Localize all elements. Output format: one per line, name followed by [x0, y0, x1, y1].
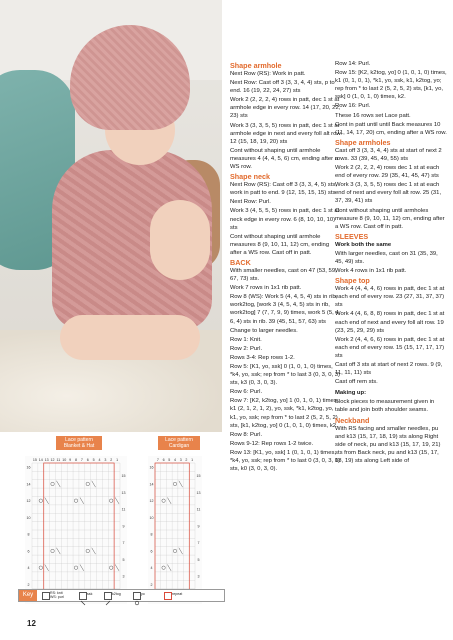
text-column-right — [335, 60, 447, 465]
chart-title-blanket-hat: Lace pattern Blanket & Hat — [56, 436, 102, 450]
yo-symbol — [86, 482, 90, 486]
chart-col-number: 5 — [168, 458, 171, 462]
chart-col-number: 1 — [116, 458, 119, 462]
instruction-paragraph: With smaller needles, cast on 47 (53, 59, 67, 73) sts. — [230, 267, 337, 283]
instruction-paragraph: Next Row: Cast off 3 (3, 3, 4, 4) sts, p to end. 16 (19, 22, 24, 27) sts — [230, 80, 335, 95]
instruction-paragraph: Row 6: Purl. — [230, 389, 263, 396]
instruction-paragraph: Cont without shaping until armhole measures 4 (4, 4, 5, 6) cm, ending after a WS row. — [230, 147, 339, 171]
chart-blanket-hat — [25, 456, 127, 604]
ssk-symbol — [92, 548, 96, 554]
ssk-symbol — [115, 498, 119, 504]
instruction-paragraph: Work 2 (2, 2, 2, 4) rows dec 1 st at each end of every row. 29 (35, 41, 45, 47) sts — [335, 165, 440, 180]
chart-row-number: 10 — [26, 515, 31, 520]
key-item-knit-purl: RS: knit WS: purl — [50, 591, 64, 599]
instruction-paragraph: Row 5: [K1, yo, ssk] 0 (1, 0, 1, 0) times, *k4, yo, ssk; rep from * to last 3 (0, 3, 0, 3) sts, k3 (0, 3, 0, 3). — [230, 364, 341, 387]
instruction-paragraph: Next Row (RS): Work in patt. — [230, 71, 306, 77]
ssk-symbol — [80, 498, 84, 504]
instruction-paragraph: Work 3 (3, 3, 5, 5) rows dec 1 st at each end of next and every foll alt row. 25 (31, 37, 39, 41) sts — [335, 182, 442, 205]
instruction-paragraph: Rows 3-4: Rep rows 1-2. — [230, 354, 295, 361]
instruction-paragraph: Cast off rem sts. — [335, 379, 378, 386]
instruction-paragraph: Next Row: Purl. — [230, 199, 271, 206]
yo-symbol — [74, 499, 78, 503]
chart-row-number: 2 — [27, 582, 30, 587]
instruction-paragraph: Cont without shaping until armholes measure 8 (9, 10, 11, 12) cm, ending after a WS row. Cast off in patt. — [335, 207, 445, 230]
instruction-paragraph: Row 2: Purl. — [230, 345, 263, 352]
chart-row-number: 12 — [149, 499, 154, 504]
ssk-symbol — [115, 565, 119, 571]
chart-col-number: 10 — [62, 458, 67, 462]
instruction-paragraph: Cont in patt until until Back measures 10 (11, 14, 17, 20) cm, ending after a WS row. — [335, 121, 447, 136]
chart-row-number: 9 — [197, 524, 200, 529]
chart-cardigan — [148, 456, 202, 604]
chart-row-number: 15 — [121, 474, 126, 479]
section-heading: Shape neck — [230, 172, 270, 182]
chart-row-number: 8 — [150, 532, 153, 537]
chart-col-number: 6 — [162, 458, 165, 462]
text-column-left — [230, 60, 342, 473]
ssk-symbol — [167, 565, 171, 571]
chart-row-number: 13 — [121, 490, 126, 495]
chart-col-number: 7 — [80, 458, 83, 462]
chart-row-number: 11 — [196, 507, 201, 512]
ssk-symbol — [179, 548, 183, 554]
chart-row-number: 10 — [149, 515, 154, 520]
chart-row-number: 13 — [196, 490, 201, 495]
yo-symbol — [162, 499, 165, 502]
chart-row-number: 16 — [26, 465, 31, 470]
instruction-paragraph: Next Row (RS): Cast off 3 (3, 3, 4, 5) sts, work in patt to end. 9 (12, 15, 15, 15) sts — [230, 182, 337, 197]
instruction-paragraph: Work 3 (4, 5, 5, 5) rows in patt, dec 1 st at neck edge in every row. 6 (8, 10, 10, 10) sts — [230, 208, 340, 231]
chart-row-number: 6 — [27, 549, 30, 554]
yo-symbol — [51, 482, 55, 486]
chart-row-number: 11 — [121, 507, 126, 512]
yo-symbol — [39, 566, 43, 570]
chart-grid-cardigan — [148, 456, 202, 604]
chart-col-number: 4 — [174, 458, 176, 462]
yo-symbol — [51, 549, 55, 553]
yo-symbol — [86, 549, 90, 553]
chart-col-number: 11 — [56, 458, 61, 462]
yo-symbol — [109, 499, 113, 503]
chart-col-number: 4 — [98, 458, 101, 462]
baby-photo — [0, 0, 222, 432]
repeat-icon — [164, 592, 172, 600]
key-item-ssk: ssk — [87, 592, 93, 596]
chart-row-number: 4 — [27, 566, 30, 571]
ssk-symbol — [80, 565, 84, 571]
chart-col-number: 12 — [50, 458, 55, 462]
chart-row-number: 6 — [150, 549, 153, 554]
key-item-yo: yo — [141, 592, 145, 596]
yo-symbol — [39, 499, 43, 503]
instruction-paragraph: Work 4 rows in 1x1 rib patt. — [335, 268, 407, 275]
yo-symbol — [109, 566, 113, 570]
instruction-paragraph: Cast off 3 (3, 3, 4, 4) sts at start of next 2 rows. 33 (39, 45, 49, 55) sts — [335, 147, 442, 162]
photo-legs — [60, 315, 200, 360]
chart-col-number: 7 — [156, 458, 159, 462]
chart-row-number: 9 — [122, 524, 125, 529]
chart-col-number: 14 — [38, 458, 43, 462]
instruction-paragraph: Work 4 (4, 6, 8, 8) rows in patt, dec 1 st at each end of next and every foll alt row. 19 (23, 25, 29, 29) sts — [335, 311, 445, 334]
ssk-icon — [79, 592, 87, 600]
instruction-paragraph: Work 2 (2, 2, 2, 4) rows in patt, dec 1 st at armhole edge in every row. 14 (17, 20, 22, 23) sts — [230, 97, 341, 120]
ssk-symbol — [167, 498, 171, 504]
instruction-paragraph: With larger needles, cast on 31 (35, 39, 45, 49) sts. — [335, 250, 438, 265]
instruction-paragraph: Row 1: Knit. — [230, 336, 262, 343]
instruction-paragraph: Work 7 rows in 1x1 rib patt. — [230, 285, 302, 292]
instruction-paragraph: Row 16: Purl. — [335, 103, 371, 110]
chart-row-number: 15 — [196, 474, 201, 479]
ssk-symbol — [92, 481, 96, 487]
page-number: 12 — [27, 619, 36, 628]
chart-col-number: 15 — [32, 458, 37, 462]
chart-row-number: 14 — [149, 482, 154, 487]
chart-row-number: 4 — [150, 566, 153, 571]
chart-col-number: 6 — [86, 458, 89, 462]
instruction-paragraph: Work 4 (4, 4, 4, 6) rows in patt, dec 1 st at each end of every row. 23 (27, 31, 37, 37) sts — [335, 286, 445, 309]
ssk-symbol — [179, 481, 183, 487]
section-heading: SLEEVES — [335, 231, 369, 241]
chart-row-number: 14 — [26, 482, 31, 487]
subheading: Work both the same — [335, 241, 392, 248]
chart-col-number: 2 — [185, 458, 188, 462]
chart-row-number: 5 — [122, 557, 125, 562]
chart-title-cardigan: Lace pattern Cardigan — [158, 436, 200, 450]
instruction-paragraph: With RS facing and smaller needles, pu and k13 (15, 17, 18, 19) sts along Right side of neck, pu and k13 (15, 17, 19, 21) sts from Back neck, pu and k13 (15, 17, 18, 19) sts along Left side of — [335, 425, 441, 464]
key-item-k2tog: k2tog — [112, 592, 121, 596]
yo-symbol — [74, 566, 78, 570]
instruction-paragraph: Row 7: [K2, k2tog, yo] 1 (0, 1, 0, 1) times, k1 (2, 1, 2, 1, 2), yo, ssk, *k1, k2tog, yo, k1, yo, ssk; rep from * to last 2 (5, 2, 5, 2) sts, [k1, k2tog, yo] 0 (1, 0, 1, 0) times, k2. — [230, 398, 339, 429]
k2tog-icon — [104, 592, 112, 600]
yo-symbol — [173, 482, 176, 485]
chart-row-number: 5 — [197, 557, 200, 562]
key-item-repeat: repeat — [172, 592, 183, 596]
chart-col-number: 13 — [44, 458, 49, 462]
ssk-symbol — [45, 565, 49, 571]
section-heading: Shape top — [335, 276, 370, 286]
instruction-paragraph: Row 13: [K1, yo, ssk] 1 (0, 1, 0, 1) times, *k4, yo, ssk; rep from * to last 0 (3, 0, 3, 0) sts, k0 (3, 0, 3, 0). — [230, 449, 341, 473]
section-heading: BACK — [230, 257, 251, 267]
instruction-paragraph: Cast off 3 sts at start of next 2 rows. 9 (9, 11, 11, 11) sts — [335, 362, 443, 377]
chart-key — [18, 589, 225, 602]
ssk-symbol — [56, 481, 60, 487]
section-heading: Neckband — [335, 415, 370, 425]
instruction-paragraph: Work 2 (4, 4, 6, 6) rows in patt, dec 1 st at each end of every row. 15 (15, 17, 17, 17) sts — [335, 336, 445, 359]
yo-symbol — [162, 566, 165, 569]
instruction-paragraph: Work 3 (3, 3, 5, 5) rows in patt, dec 1 st at armhole edge in next and every foll alt row. 12 (15, 18, 19, 20) sts — [230, 122, 342, 145]
chart-col-number: 9 — [69, 458, 72, 462]
chart-col-number: 5 — [92, 458, 95, 462]
chart-row-number: 16 — [149, 465, 154, 470]
instruction-paragraph: Row 14: Purl. — [335, 61, 371, 67]
chart-col-number: 8 — [75, 458, 77, 462]
chart-row-number: 12 — [26, 499, 31, 504]
instruction-paragraph: Cont without shaping until armhole measures 8 (9, 10, 11, 12) cm, ending after a WS row. Cast off in patt. — [230, 233, 330, 256]
chart-row-number: 2 — [150, 582, 153, 587]
chart-grid-blanket-hat — [25, 456, 127, 604]
section-heading: Shape armhole — [230, 61, 282, 70]
instruction-paragraph: Row 15: [K2, k2tog, yo] 0 (1, 0, 1, 0) times, k1 (0, 1, 0, 1), *k1, yo, ssk, k1, k2tog, yo; rep from * to last 2 (5, 2, 5, 2) sts, [k1, yo, ssk] 0 (1, 0, 1, 0) times, k2. — [335, 70, 447, 101]
knit-purl-symbol — [42, 592, 50, 600]
chart-col-number: 3 — [104, 458, 107, 462]
key-label: Key — [19, 590, 37, 601]
instruction-paragraph: Block pieces to measurement given in table and join both shoulder seams. — [335, 399, 435, 414]
instruction-paragraph: Row 8: Purl. — [230, 431, 263, 438]
chart-row-number: 7 — [197, 541, 200, 546]
chart-row-number: 3 — [197, 574, 200, 579]
chart-col-number: 1 — [191, 458, 194, 462]
photo-arm — [150, 200, 210, 280]
section-heading: Shape armholes — [335, 137, 391, 147]
chart-row-number: 3 — [122, 574, 125, 579]
subheading: Making up: — [335, 390, 367, 397]
chart-col-number: 3 — [179, 458, 182, 462]
instruction-paragraph: Change to larger needles. — [230, 327, 298, 334]
yo-symbol — [173, 549, 176, 552]
ssk-symbol — [56, 548, 60, 554]
instruction-paragraph: Rows 9-12: Rep rows 1-2 twice. — [230, 440, 314, 447]
ssk-symbol — [45, 498, 49, 504]
yo-icon — [133, 592, 141, 600]
chart-col-number: 2 — [110, 458, 113, 462]
instruction-paragraph: Row 8 (WS): Work 5 (4, 4, 5, 4) sts in rib, work2tog, [work 3 (4, 5, 4, 5) sts in rib, work2tog] 7 (7, 7, 9, 9) times, work 5 (5, 4, 6, 4) sts in rib. 39 (45, 51, 57, 63) sts — [230, 294, 341, 325]
instruction-paragraph: These 16 rows set Lace patt. — [335, 112, 411, 119]
chart-row-number: 7 — [122, 541, 125, 546]
chart-row-number: 8 — [27, 532, 30, 537]
